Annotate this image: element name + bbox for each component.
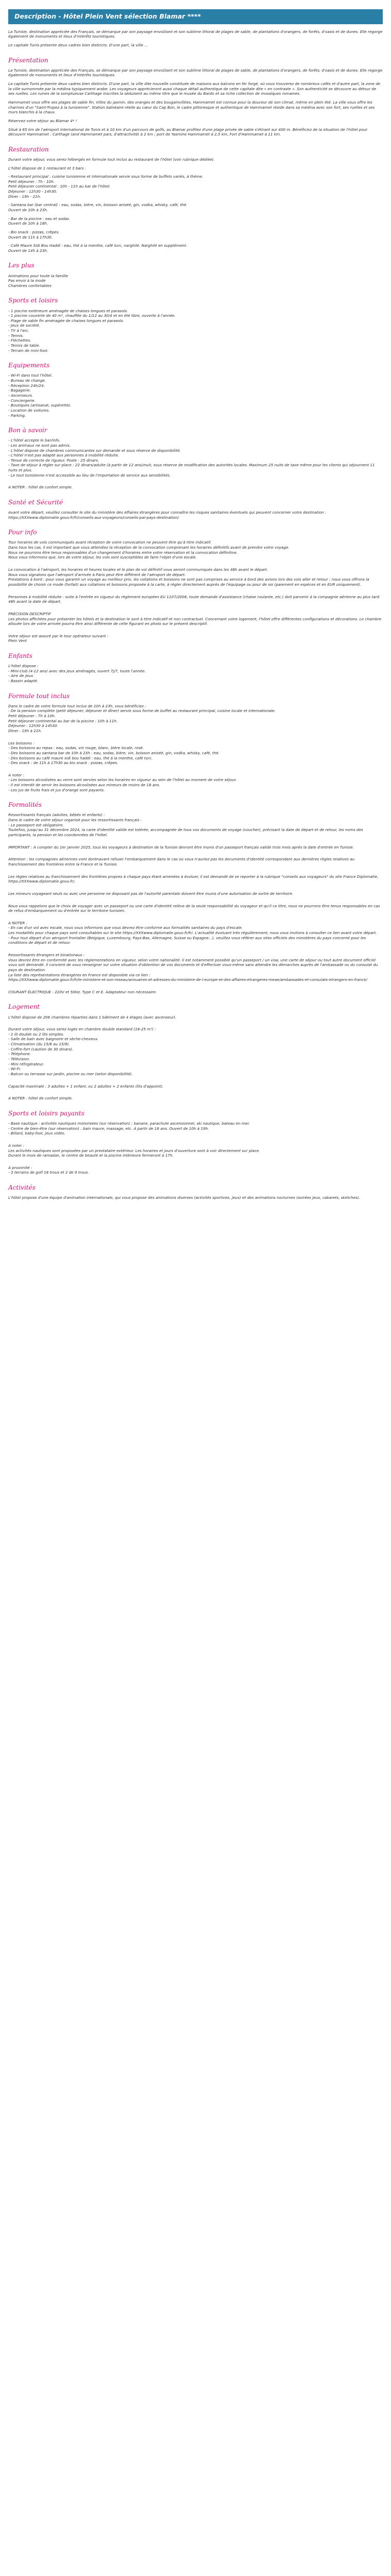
line-group [8, 174, 383, 199]
spacer [8, 769, 383, 773]
line-group [8, 891, 383, 896]
line-group [8, 773, 383, 793]
paragraph: Situé à 65 km de l'aéroport international de Tunis et à 10 km d'un parcours de golfs, au Blamar profitez d'une plage privée de sable s'étirant sur 400 m. Bénéficiez de la situation de l'hôtel pour découvrir Hammamet : Carthage (and Hammamet pars, d'attractivité) à 2 km ; port de Yasmine Hammamet à 2,5 km, Fort d'Hammamet à 11 km. [8, 127, 368, 137]
line-group [8, 309, 383, 353]
text-line: Nous vous informons que, lors de votre séjour, les vols sont susceptibles de faire l'objet d'une escale. [8, 555, 197, 560]
text-line: - De la pension complète (petit déjeuner, déjeuner et dîner) servie sous forme de buffet au restaurant principal, cuisine locale et internationale. [8, 708, 276, 714]
text-line: Pas envoi à la mode [8, 278, 46, 283]
text-line: - Billard, baby-foot, jeux vidéo. [8, 1131, 66, 1136]
text-line: - L'hôtel accepte le bar/info. [8, 438, 60, 443]
text-line: Prestations à bord : pour vous garantir un voyage au meilleur prix, les collations et boissons ne sont pas comprises au service à bord des avions lors des vols aller et retour ; nous vous offrons la possibilité de choisir ce mode (forfait) aux collations et boissons proposée à la carte, à régler directement auprès de l'équipage ou pour de soi (paiement en espèces et en EUR uniquement). [8, 577, 369, 587]
paragraph: Hammamet vous offre ses plages de sable fin, Villes du jasmin, des oranges et des bougainvillées, Hammamet est connue pour la douceur de son climat, même en plein été. La ville vous offre les charmes d'un "Saint-Tropez à la tunisienne". Station balnéaire réelle au cœur du Cap Bon, le cadre pittoresque et authentique de Hammamet réside dans sa médina avec son fort, ses ruelles et ses murs blanchis à la chaux. [8, 99, 375, 115]
line-group [8, 1195, 383, 1200]
text-line: - Conciergerie. [8, 398, 36, 403]
text-line: - Wi-Fi dans tout l'hôtel. [8, 373, 53, 378]
paragraph: La capitale Tunis présente deux cadres bien distincts. D'une part, la ville dite nouvelle constituée de maisons aux balcons en fer forgé, où vous trouverez de nombreux cafés et d'autre part, la zone de la ville surnommée par la médina typiquement arabe. Les voyageurs apprécieront aussi chaque détail authentique de cette capitale dite « en contraste ». Son authenticité se découvre au détour de ses ruelles. Les ruines de la somptueuse Carthage inscrites la séduisent au même titre que le musée du Bardo et sa riche collection de mosaïques romaines. [8, 81, 381, 96]
section-heading: Pour info [8, 529, 37, 536]
text-line: - Des boissons au café maure sidi bou haddi : eau, thé à la menthe, café turc. [8, 755, 153, 760]
text-line: Ouvert de 10h à 18h. [8, 221, 48, 226]
paragraph: Le capitale Tunis présente deux cadres bien distincts. D'une part, la ville ... [8, 43, 148, 48]
text-line: https://XXXwww.diplomatie.gouv.fr/fr/le-ministere-et-son-reseau/annuaires-et-adresses-du-ministere-de-l-europe-et-des-affaires-etrangeres-meae/ambassades-et-consulats-etrangers-en-france/ [8, 977, 368, 982]
line-group [8, 202, 383, 212]
section-heading: Formalités [8, 801, 42, 809]
text-line: - En cas d'un vol avec escale, nous vous informons que vous devrez être conforme aux formalités sanitaires du pays d'escale. [8, 925, 243, 930]
text-line: - Pour tout départ d'un aéroport frontalier (Belgique, Luxembourg, Pays-Bas, Allemagne, Suisse ou Espagne...), veuillez vous référer aux sites officiels des ministères du pays concerné pour les conditions de départ et de retour. [8, 935, 366, 945]
line-group [8, 438, 383, 478]
text-line: - Bassin adapté. [8, 679, 38, 684]
text-line: - Boutiques (artisanat, supérette). [8, 403, 72, 408]
line-group [8, 230, 383, 240]
line-group [8, 904, 383, 913]
text-line: Toutefois, jusqu'au 31 décembre 2024, la carte d'identité valide est tolérée, accompagnée de tous vos documents de voyage (voucher), précisant la date de départ et de retour, les noms des participants, la pension et les coordonnées de l'hôtel. [8, 827, 363, 838]
section-heading: Présentation [8, 56, 48, 64]
spacer [8, 737, 383, 741]
text-line: - Bar de la piscine : eau et sodas. [8, 216, 70, 221]
text-line: Déjeuner : 12h30 à 14h30. [8, 723, 58, 728]
line-group [8, 540, 383, 560]
section-heading: Sports et loisirs payants [8, 1109, 85, 1117]
line-group [8, 990, 383, 995]
text-line: - Location de voitures. [8, 408, 50, 413]
text-line: - Ascenseurs. [8, 393, 34, 398]
text-line: Ouvert de 14h à 23h. [8, 248, 48, 253]
text-line: Petit déjeuner continental : 10h - 11h au bar de l'hôtel. [8, 184, 111, 189]
text-line: A noter : [8, 772, 25, 777]
text-line: - Bureau de change. [8, 378, 46, 383]
text-line: Déjeuner : 12h30 - 14h30. [8, 189, 57, 194]
text-line: Chambres confortables [8, 283, 52, 288]
line-group [8, 1165, 383, 1175]
text-line: - 3 terrains de golf 18 trous et 2 de 9 trous. [8, 1170, 89, 1175]
spacer [8, 630, 383, 634]
spacer [8, 917, 383, 921]
text-line: - Les jus de fruits frais et jus d'orange sont payants. [8, 787, 105, 792]
text-line: - Des boissons au repas : eau, sodas, vin rouge, blanc, bière locale, rosé. [8, 745, 144, 751]
section-heading: Formule tout inclus [8, 692, 70, 700]
text-line: Dans le cadre de votre séjour organisé pour les ressortissants français : [8, 818, 142, 823]
text-line: - Les boissons alcoolisées au verre sont servies selon les horaires en vigueur au sein de l'hôtel au moment de votre séjour. [8, 777, 237, 783]
line-group [8, 373, 383, 418]
text-line: - 1 piscine extérieure aménagée de chaises longues et parasols. [8, 308, 128, 313]
text-line: Petit déjeuner : 7h à 10h. [8, 714, 56, 719]
section-heading: Santé et Sécurité [8, 499, 63, 506]
text-line: - Café Maure Sidi Bou Haddi : eau, thé à la menthe, café turc, narghilé. Narghilé en supplément. [8, 243, 187, 248]
section-heading: Les plus [8, 262, 35, 269]
line-group [8, 1096, 383, 1101]
spacer [8, 841, 383, 845]
spacer [8, 1162, 383, 1165]
text-line: - Tir à l'arc. [8, 328, 29, 333]
text-line: - Les animaux ne sont pas admis. [8, 443, 71, 448]
text-line: Les modalités pour chaque pays sont consultables sur le site https://XXXwww.diplomatie.gouv.fr/fr/. L'actualité évoluant très régulièrement, nous vous invitons à consulter ce lien avant votre départ. [8, 930, 377, 936]
text-line: Durant votre séjour, vous serez logés en chambre double standard (18-25 m²) : [8, 1027, 156, 1032]
text-line: - Santana bar (bar central) : eau, sodas, bière, vin, boisson aniséé, gin, vodka, whisky, café, thé. [8, 202, 188, 208]
section-heading: Logement [8, 1003, 40, 1011]
line-group [8, 874, 383, 884]
section-heading: Sports et loisirs [8, 297, 58, 304]
text-line: - Taxe de séjour à régler sur place : 22 dinars/adulte (à partir de 12 ans)/nuit, sous réserve de modification des autorités locales. Maximum 25 nuits de taxe même pour les clients qui séjournent 11 nuits et plus. [8, 463, 375, 473]
text-line: - Coffre-fort (caution de 30 dinars). [8, 1046, 74, 1052]
section-heading: Restauration [8, 145, 49, 153]
text-line: Ouvert de 10h à 23h. [8, 208, 48, 212]
text-line: - Wi-Fi. [8, 1066, 21, 1072]
text-line: - Mini réfrigérateur. [8, 1061, 44, 1066]
spacer [8, 481, 383, 485]
text-line: La liste des représentations étrangères en France est disponible via ce lien : [8, 972, 151, 977]
text-line: L'hôtel dispose de 206 chambres réparties dans 1 bâtiment de 4 étages (avec ascenseur). [8, 1014, 176, 1020]
line-group [8, 612, 383, 626]
text-line: IMPORTANT : À compter du 1er janvier 2025, tous les voyageurs à destination de la Tunisie devront être munis d'un passeport français valide trois mois après la date d'entrée en Tunisie. [8, 844, 354, 850]
page-title: Description - Hôtel Plein Vent sélection Blamar **** [8, 9, 383, 24]
section-heading: Activités [8, 1184, 36, 1192]
text-line: - L'hôtel dispose de chambres communicantes sur demande et sous réserve de disponibilité. [8, 448, 181, 453]
text-line: Durant le mois de ramadan, le centre de beauté et la piscine intérieure fermeront à 17h. [8, 1153, 174, 1158]
text-line: Tour horaires de vols communiqués avant réception de votre convocation ne peuvent être qu'à titre indicatif. [8, 540, 211, 545]
text-line: - Terrain de mini-foot. [8, 348, 48, 353]
spacer [8, 900, 383, 904]
line-group [8, 1084, 383, 1089]
text-line: - Mini-club (4-12 ans) avec des jeux aménagés, ouvert 7j/7, toute l'année. [8, 668, 146, 673]
text-line: COURANT ÉLECTRIQUE : 220V et 50Hz. Type C et E. Adaptateur non nécessaire. [8, 989, 157, 994]
text-line: - Il est interdit de servir les boissons alcoolisées aux mineurs de moins de 18 ans. [8, 783, 160, 788]
line-group [8, 664, 383, 684]
line-group [8, 243, 383, 253]
line-group [8, 1027, 383, 1076]
text-line: PRÉCISION DESCRIPTIF [8, 611, 51, 616]
text-line: A noter : [8, 1143, 25, 1148]
text-line: - Restaurant principal : cuisine tunisienne et internationale servie sous forme de buffets variés, à thème. [8, 174, 204, 179]
text-line: Petit déjeuner : 7h - 10h. [8, 179, 55, 184]
spacer [8, 591, 383, 595]
line-group [8, 1143, 383, 1158]
text-line: - Le passeport est obligatoire. [8, 822, 64, 827]
description-page [0, 0, 391, 1219]
text-line: Plein Vent [8, 638, 27, 643]
text-line: Ressortissants français (adultes, bébés et enfants) : [8, 812, 105, 818]
line-group [8, 216, 383, 226]
line-group [8, 845, 383, 850]
text-line: - Télévision. [8, 1057, 30, 1062]
text-line: Dans tous les cas, il est important que vous attendiez la réception de la convocation comprenant les horaires définitifs avant de prendre votre voyage. [8, 545, 289, 550]
text-line: Les règles relatives au franchissement des frontières propres à chaque pays étant amenées à évoluer, il est demandé de se reporter à la rubrique "conseils aux voyageurs" du site France Diplomatie, https://XXXwww.diplomatie.gouv.fr/. [8, 874, 379, 884]
text-line: - Climatisation (du 15/6 au 15/9). [8, 1042, 70, 1047]
text-line: Les boissons : [8, 740, 35, 745]
text-line: La convocation à l'aéroport, les horaires et heures locales et le plan de vol définitif vous seront communiqués dans les 48h avant le départ. [8, 567, 268, 572]
text-line: - Tenue de correcte de rigueur. Poste : 25 dinars. [8, 457, 99, 463]
spacer [8, 853, 383, 857]
line-group [8, 485, 383, 490]
text-line: Animations pour toute la famille [8, 273, 68, 278]
text-line: - Plage de sable fin aménagée de chaises longues et parasols. [8, 318, 124, 323]
paragraph: Réservez votre séjour au Blamar 4* ! [8, 118, 77, 123]
text-line: - Base nautique : activités nautiques motorisées (sur réservation) : banane, parachute ascensionnel, ski nautique, bateau en mer. [8, 1121, 250, 1126]
text-line: - 1 lit double ou 2 lits simples. [8, 1031, 64, 1037]
text-line: - Centre de bien-être (sur réservation) : bain maure, massage, etc. À partir de 16 ans. Ouvert de 10h à 19h. [8, 1126, 209, 1131]
text-line: À proximité : [8, 1165, 32, 1170]
line-group [8, 595, 383, 604]
text-line: - Des snack : de 11h à 17h30 au bio snack : pizzas, crêpes. [8, 760, 119, 766]
spacer [8, 949, 383, 953]
text-line: Personnes à mobilité réduite : suite à l'entrée en vigueur du règlement européen EU 1107/2006, toute demande d'assistance (chaise roulante, etc.) doit parvenir à la compagnie aérienne au plus tard 48h avant la date de départ. [8, 594, 380, 604]
spacer [8, 1140, 383, 1143]
spacer [8, 608, 383, 612]
line-group [8, 567, 383, 587]
paragraph: Durant votre séjour, vous serez hébergés en formule tout inclus au restaurant de l'hôtel (voir rubrique dédiée). [8, 157, 215, 162]
text-line: Dîner : 19h à 21h. [8, 728, 42, 733]
text-line: - Des boissons au santana bar de 10h à 23h : eau, sodas, bière, vin, boisson aniséé, gin, vodka, whisky, café, thé. [8, 750, 220, 755]
text-line: A NOTER : hôtel de confort simple. [8, 1096, 73, 1101]
line-group [8, 1015, 383, 1020]
line-group [8, 953, 383, 982]
text-line: Ressortissants étrangers et binationaux : [8, 953, 85, 957]
text-line: Vous devrez être en conformité avec les réglementations en vigueur, selon votre nationalité. Il est notamment possible qu'un passeport / un visa, une carte de séjour ou tout autre document officiel vous soit demandé. Il convient de vous renseigner sur votre situation d'obtention de vos documents et d'effectuer vous-même sans attendre les démarches auprès de l'ambassade ou du consulat du pays de destination. [8, 957, 378, 972]
text-line: - Bio snack : pizzas, crêpes. [8, 229, 60, 234]
section-heading: Bon à savoir [8, 427, 47, 434]
text-line: - Aire de jeux. [8, 673, 35, 679]
section-heading: Enfants [8, 652, 32, 660]
spacer [8, 888, 383, 891]
line-group [8, 921, 383, 945]
text-line: - 1 piscine couverte de 40 m², chauffée du 1/12 au 30/4 et en été libre, ouverte à l'année. [8, 313, 176, 318]
text-line: - Tennis de table. [8, 343, 40, 348]
text-line: Capacité maximale : 3 adultes + 1 enfant, ou 2 adultes + 2 enfants (lits d'appoint). [8, 1083, 164, 1089]
text-line: Attention : les compagnies aériennes vont dorénavant refuser l'embarquement dans le cas où vous n'auriez pas les documents d'identité correspondant aux dernières règles relatives au franchissement des frontières entre la France et la Tunisie. [8, 857, 355, 867]
text-line: - Bagagerie. [8, 388, 31, 393]
text-line: - Téléphone. [8, 1052, 31, 1057]
line-group [8, 1121, 383, 1136]
text-line: Dîner : 19h - 21h. [8, 194, 41, 199]
description-content [8, 29, 383, 1200]
text-line: - Tennis. [8, 333, 24, 338]
text-line: - L'hôtel n'est pas adapté aux personnes à mobilité réduite. [8, 453, 119, 458]
line-group [8, 634, 383, 643]
line-group [8, 741, 383, 766]
text-line: Nous ne pourrons être tenus responsables d'un changement d'horaires entre votre réservation et la convocation définitive. [8, 550, 238, 555]
text-line: - Le tout tunisienne n'est accessible au lieu de l'importation de service aux sensibilités. [8, 472, 171, 478]
paragraph: La Tunisie, destination appréciée des Français, se démarque par son paysage envoûtant et son sublime littoral de plages de sable, de plantations d'orangers, de forêts, d'oasis et de dunes. Elle regorge également de monuments et lieux d'intérêts touristiques. [8, 67, 383, 78]
text-line: - Parking. [8, 413, 26, 418]
spacer [8, 1023, 383, 1027]
text-line: A NOTER : hôtel de confort simple. [8, 485, 73, 490]
line-group [8, 274, 383, 289]
text-line: L'hôtel propose d'une équipe d'animation internationale, qui vous propose des animations diverses (activités sportives, jeux) et des animations nocturnes (soirées jeux, cabarets, sketches). [8, 1195, 360, 1200]
spacer [8, 986, 383, 990]
section-heading: Equipements [8, 362, 50, 369]
text-line: - Salle de bain avec baignoire et sèche-cheveux. [8, 1037, 99, 1042]
text-line: Nous vous rappelons que le choix de voyager avec un passeport ou une carte d'identité relève de la seule responsabilité du voyageur et qu'il ce titre, nous ne pourrons être tenus responsables en cas de refus d'embarquement ou d'entrée sur le territoire tunisien. [8, 903, 380, 913]
text-line: - Balcon ou terrasse sur jardin, piscine ou mer (selon disponibilité). [8, 1071, 133, 1076]
paragraph: La Tunisie, destination appréciée des Français, se démarque par son paysage envoûtant et son sublime littoral de plages de sable, de plantations d'orangers, de forêts, d'oasis et de dunes. Elle regorge également de monuments et lieux d'intérêts touristiques. [8, 29, 383, 39]
text-line: Nous vous signalons que l'aéroport d'arrivée à Paris peut être différent de l'aéroport de départ. [8, 572, 186, 577]
spacer [8, 564, 383, 567]
line-group [8, 704, 383, 734]
text-line: - Jeux de société. [8, 323, 40, 328]
text-line: Votre séjour est assuré par le tour opérateur suivant : [8, 633, 108, 638]
text-line: Dans le cadre de votre formule tout inclus de 10h à 23h, vous bénéficiez : [8, 703, 146, 708]
text-line: - Réception 24h/24. [8, 383, 45, 388]
text-line: - Fléchettes. [8, 338, 31, 343]
text-line: Ouvert de 11h à 17h30. [8, 234, 53, 240]
paragraph: Avant votre départ, veuillez consulter le site du ministère des Affaires étrangères pour connaître les risques sanitaires éventuels qui peuvent concerner votre destination : https://XXXwww.diplomatie.gouv.fr/fr/conseils-aux-voyageurs/conseils-par-pays-destination/ [8, 510, 327, 520]
spacer [8, 1080, 383, 1084]
line-group [8, 812, 383, 837]
paragraph: L'hôtel dispose de 1 restaurant et 3 bars : [8, 165, 86, 171]
spacer [8, 871, 383, 874]
spacer [8, 1092, 383, 1096]
text-line: A NOTER : [8, 920, 27, 925]
text-line: Les activités nautiques sont proposées par un prestataire extérieur. Les horaires et jours d'ouverture sont à voir directement sur place. [8, 1148, 260, 1153]
text-line: Les mineurs voyageant seuls ou avec une personne ne disposant pas de l'autorité parentale doivent être munis d'une autorisation de sortie de territoire. [8, 891, 294, 896]
text-line: Petit déjeuner continental au bar de la piscine : 10h à 11h. [8, 718, 118, 723]
text-line: Les photos affichées pour présenter les hôtels et la destination le sont à titre indicatif et non contractuel. Concernant votre logement, l'hôtel offre différentes configurations et décorations. Le chambre allouée lors de votre arrivée pourra être ainsi différente de celle figurant en photo sur le présent descriptif. [8, 616, 382, 626]
line-group [8, 857, 383, 867]
text-line: L'hôtel dispose : [8, 664, 39, 669]
